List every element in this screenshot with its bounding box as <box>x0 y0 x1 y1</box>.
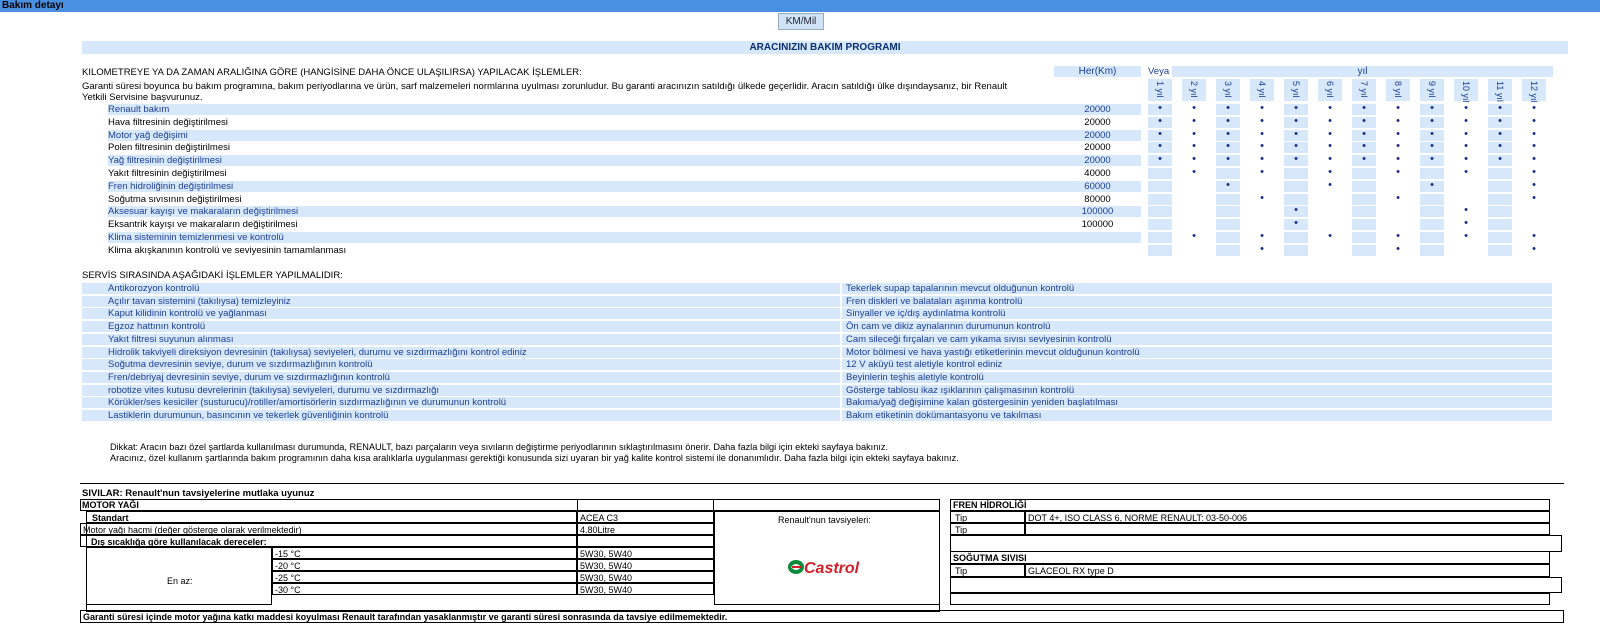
grade-value: 5W30, 5W40 <box>580 573 633 583</box>
year-header-label: 11 yıl <box>1495 81 1505 102</box>
brake-title: FREN HİDROLİĞİ <box>953 500 1027 510</box>
schedule-dot: • <box>1420 130 1444 141</box>
schedule-cell <box>1148 232 1172 243</box>
schedule-dot: • <box>1284 130 1308 141</box>
year-header <box>1522 79 1546 101</box>
schedule-dot: • <box>1260 191 1264 204</box>
schedule-dot: • <box>1396 242 1400 255</box>
schedule-cell <box>1148 245 1172 256</box>
schedule-dot: • <box>1284 117 1308 128</box>
min-label: En az: <box>167 576 193 586</box>
schedule-cell <box>1420 219 1444 230</box>
schedule-dot: • <box>1532 191 1536 204</box>
grade-cell <box>577 547 714 559</box>
schedule-cell <box>1352 219 1376 230</box>
schedule-cell <box>1488 181 1512 192</box>
oil-title: MOTOR YAĞI <box>82 500 139 510</box>
schedule-cell <box>1216 206 1240 217</box>
schedule-dot: • <box>1396 166 1400 178</box>
schedule-cell <box>1216 168 1240 179</box>
schedule-dot: • <box>1464 230 1468 242</box>
schedule-cell <box>1148 168 1172 179</box>
schedule-dot: • <box>1192 140 1196 153</box>
standard-label: Standart <box>92 513 129 523</box>
schedule-dot: • <box>1148 142 1172 153</box>
schedule-dot: • <box>1148 155 1172 166</box>
schedule-dot: • <box>1148 104 1172 115</box>
schedule-cell <box>1420 168 1444 179</box>
schedule-dot: • <box>1260 230 1264 242</box>
attention-note-1: Dikkat: Aracın bazı özel şartlarda kullanılması durumunda, RENAULT, bazı parçaların veya sıvıların değiştirme periyodlarının sıklaştırılmasını önerir. Daha fazla bilgi için ekteki sayfaya bakınız. <box>110 442 889 452</box>
schedule-cell <box>1386 219 1410 230</box>
schedule-dot: • <box>1352 104 1376 115</box>
castrol-logo <box>787 557 867 577</box>
schedule-dot: • <box>1396 153 1400 166</box>
fluids-title: SIVILAR: Renault'nun tavsiyelerine mutlaka uyunuz <box>82 488 315 499</box>
maintenance-km: 100000 <box>1081 219 1114 231</box>
service-item-left: Antikorozyon kontrolü <box>82 283 840 294</box>
service-item-right: Fren diskleri ve balataları aşınma kontrolü <box>842 296 1552 307</box>
year-header <box>1216 79 1240 101</box>
schedule-dot: • <box>1328 140 1332 153</box>
coolant-title: SOĞUTMA SIVISI <box>953 553 1027 563</box>
schedule-dot: • <box>1532 140 1536 153</box>
schedule-dot: • <box>1396 127 1400 140</box>
recommend-label: Renault'nun tavsiyeleri: <box>778 515 871 525</box>
brake-spacer <box>950 535 1562 552</box>
schedule-cell <box>1318 219 1342 230</box>
year-header <box>1148 79 1172 101</box>
schedule-dot: • <box>1192 166 1196 178</box>
schedule-dot: • <box>1260 102 1264 114</box>
maintenance-km: 60000 <box>1084 180 1111 192</box>
grade-value: 5W30, 5W40 <box>580 561 633 571</box>
page-title: Bakım detayı <box>0 0 1600 12</box>
schedule-dot: • <box>1148 117 1172 128</box>
brake-title-row <box>950 499 1550 511</box>
year-header-label: 4 yıl <box>1257 81 1267 98</box>
brake-value: DOT 4+, ISO CLASS 6, NORME RENAULT: 03-50-006 <box>1028 513 1247 523</box>
attention-note <box>110 442 959 464</box>
schedule-cell <box>1386 206 1410 217</box>
schedule-dot: • <box>1284 104 1308 115</box>
oil-title-row <box>80 499 940 511</box>
volume-value-cell <box>577 523 714 535</box>
schedule-dot: • <box>1148 130 1172 141</box>
coolant-value: GLACEOL RX type D <box>1028 566 1114 576</box>
brake-tip2-cell <box>950 523 1025 535</box>
schedule-dot: • <box>1396 140 1400 153</box>
schedule-dot: • <box>1328 178 1332 191</box>
year-header-label: 6 yıl <box>1325 81 1335 98</box>
schedule-dot: • <box>1192 153 1196 166</box>
temp-label: Dış sıcaklığa göre kullanılacak dereceler: <box>91 537 267 547</box>
schedule-dot: • <box>1328 102 1332 114</box>
service-item-left: Soğutma devresinin seviye, durum ve sızdırmazlığının kontrolü <box>82 359 840 370</box>
fluids-footer-row <box>80 610 1564 623</box>
brake-tip-label: Tip <box>955 513 968 523</box>
year-header <box>1352 79 1376 101</box>
temp-value: -15 °C <box>275 549 301 559</box>
year-header-label: 9 yıl <box>1427 81 1437 98</box>
schedule-cell <box>1352 181 1376 192</box>
schedule-cell <box>1148 181 1172 192</box>
schedule-cell <box>1148 206 1172 217</box>
row-shade <box>108 104 1141 115</box>
schedule-dot: • <box>1328 230 1332 242</box>
temp-row-cell <box>577 535 714 547</box>
schedule-cell <box>1488 219 1512 230</box>
schedule-dot: • <box>1192 102 1196 114</box>
schedule-dot: • <box>1352 142 1376 153</box>
year-header <box>1250 79 1274 101</box>
schedule-cell <box>1182 245 1206 256</box>
schedule-cell <box>1420 245 1444 256</box>
schedule-dot: • <box>1328 127 1332 140</box>
schedule-dot: • <box>1260 242 1264 255</box>
maintenance-label: Yakıt filtresinin değiştirilmesi <box>108 168 227 179</box>
schedule-dot: • <box>1532 242 1536 255</box>
maintenance-km: 40000 <box>1084 168 1111 179</box>
schedule-dot: • <box>1216 117 1240 128</box>
service-item-left: robotize vites kutusu devrelerinin (takılıysa) seviyeleri, durumu ve sızdırmazlığı <box>82 385 840 396</box>
standard-row <box>86 511 577 523</box>
schedule-dot: • <box>1420 155 1444 166</box>
year-header-label: 2 yıl <box>1189 81 1199 98</box>
service-item-right: Bakıma/yağ değişimine kalan göstergesinin yeniden başlatılması <box>842 397 1552 408</box>
km-time-heading: KILOMETREYE YA DA ZAMAN ARALIĞINA GÖRE (HANGİSİNE DAHA ÖNCE ULAŞILIRSA) YAPILACAK İŞLEMLER: <box>82 67 582 78</box>
warranty-note: Garanti süresi boyunca bu bakım programına, bakım periyodlarına ve ürün, sarf malzemeleri normlarına uyulması zorunludur. Bu garanti aracınızın satıldığı ülkede geçerlidir. Aracın satıldığı ülke dışındaysanız, bir Renault Yetkili Servisine başvurunuz. <box>82 81 1008 103</box>
maintenance-km <box>1054 245 1141 256</box>
schedule-cell <box>1284 194 1308 205</box>
schedule-dot: • <box>1420 181 1444 192</box>
service-item-right: Tekerlek supap tapalarının mevcut olduğunun kontrolü <box>842 283 1552 294</box>
schedule-dot: • <box>1352 117 1376 128</box>
schedule-dot: • <box>1396 230 1400 242</box>
maintenance-label: Soğutma sıvısının değiştirilmesi <box>108 193 242 205</box>
schedule-dot: • <box>1260 153 1264 166</box>
program-title: ARACINIZIN BAKIM PROGRAMI <box>82 41 1568 54</box>
schedule-dot: • <box>1420 104 1444 115</box>
maintenance-km: 20000 <box>1084 155 1111 167</box>
schedule-dot: • <box>1464 217 1468 230</box>
service-item-right: Gösterge tablosu ikaz ışıklarının çalışmasının kontrolü <box>842 385 1552 396</box>
schedule-cell <box>1386 181 1410 192</box>
schedule-dot: • <box>1216 142 1240 153</box>
schedule-cell <box>1352 232 1376 243</box>
maintenance-row <box>82 232 1552 244</box>
schedule-dot: • <box>1532 102 1536 114</box>
year-header <box>1488 79 1512 101</box>
grade-value: 5W30, 5W40 <box>580 549 633 559</box>
schedule-cell <box>1216 194 1240 205</box>
schedule-cell <box>1250 206 1274 217</box>
schedule-dot: • <box>1328 153 1332 166</box>
schedule-dot: • <box>1464 166 1468 178</box>
maintenance-label: Polen filtresinin değiştirilmesi <box>108 142 230 154</box>
row-shade <box>108 181 1141 192</box>
service-item-right: Sinyaller ve iç/dış aydınlatma kontrolü <box>842 308 1552 319</box>
row-shade <box>108 155 1141 166</box>
km-mil-toggle-button[interactable]: KM/Mil <box>778 13 824 30</box>
schedule-dot: • <box>1260 127 1264 140</box>
temp-cell <box>272 583 577 595</box>
her-km-header: Her(Km) <box>1054 66 1141 77</box>
schedule-dot: • <box>1260 140 1264 153</box>
schedule-dot: • <box>1464 140 1468 153</box>
maintenance-label: Yağ filtresinin değiştirilmesi <box>108 155 222 167</box>
service-item-left: Lastiklerin durumunun, basıncının ve tekerlek güvenliğinin kontrolü <box>82 410 840 421</box>
service-item-left: Yakıt filtresi suyunun alınması <box>82 334 840 345</box>
schedule-cell <box>1182 219 1206 230</box>
schedule-cell <box>1284 181 1308 192</box>
schedule-dot: • <box>1488 117 1512 128</box>
brake-value-cell <box>1025 511 1550 523</box>
schedule-dot: • <box>1260 114 1264 127</box>
year-header-label: 8 yıl <box>1393 81 1403 98</box>
service-item-right: Bakım etiketinin dokümantasyonu ve takılması <box>842 410 1552 421</box>
schedule-dot: • <box>1396 102 1400 114</box>
volume-label: Motor yağı hacmi (değer gösterge olarak verilmektedir) <box>83 525 302 535</box>
schedule-cell <box>1488 168 1512 179</box>
schedule-dot: • <box>1284 142 1308 153</box>
schedule-cell <box>1216 232 1240 243</box>
schedule-cell <box>1352 194 1376 205</box>
schedule-dot: • <box>1192 114 1196 127</box>
service-item-right: Ön cam ve dikiz aynalarının durumunun kontrolü <box>842 321 1552 332</box>
castrol-logo-text: Castrol <box>804 560 860 577</box>
grade-cell <box>577 571 714 583</box>
service-item-left: Kaput kilidinin kontrolü ve yağlanması <box>82 308 840 319</box>
temp-value: -20 °C <box>275 561 301 571</box>
schedule-cell <box>1454 194 1478 205</box>
year-header <box>1318 79 1342 101</box>
maintenance-km <box>1054 232 1141 243</box>
maintenance-label: Renault bakım <box>108 104 170 115</box>
maintenance-label: Klima sisteminin temizlenmesi ve kontrolü <box>108 232 284 243</box>
coolant-tip-label: Tip <box>955 566 968 576</box>
maintenance-label: Klima akışkanının kontrolü ve seviyesinin tamamlanması <box>108 244 347 256</box>
year-header-label: 7 yıl <box>1359 81 1369 98</box>
attention-note-2: Aracınız, özel kullanım şartlarında bakım programının daha kısa aralıklarla uygulanması gerektiği konusunda sizi uyaran bir yağ kalite kontrol sistemi ile donanımlıdır. Daha fazla bilgi için ekteki sayfaya bakınız. <box>110 453 959 463</box>
maintenance-km: 20000 <box>1084 116 1111 128</box>
schedule-dot: • <box>1420 117 1444 128</box>
schedule-dot: • <box>1464 127 1468 140</box>
schedule-cell <box>1522 219 1546 230</box>
service-item-right: Beyinlerin teşhis aletiyle kontrolü <box>842 372 1552 383</box>
schedule-dot: • <box>1464 114 1468 127</box>
temp-value: -25 °C <box>275 573 301 583</box>
schedule-dot: • <box>1396 114 1400 127</box>
brake-tip2-label: Tip <box>955 525 968 535</box>
schedule-cell <box>1318 194 1342 205</box>
year-header-label: 5 yıl <box>1291 81 1301 98</box>
min-cell <box>86 547 272 605</box>
maintenance-label: Fren hidroliğinin değiştirilmesi <box>108 180 234 192</box>
service-item-right: Motor bölmesi ve hava yastığı etiketlerinin mevcut olduğunun kontrolü <box>842 347 1552 358</box>
schedule-cell <box>1420 206 1444 217</box>
coolant-value-cell <box>1025 564 1550 577</box>
maintenance-km: 20000 <box>1084 129 1111 141</box>
schedule-dot: • <box>1260 166 1264 178</box>
oil-title-cell <box>577 499 714 511</box>
schedule-dot: • <box>1464 102 1468 114</box>
fluids-footer: Garanti süresi içinde motor yağına katkı maddesi koyulması Renault tarafından yasaklanmıştır ve garanti süresi sonrasında da tavsiye edilmemektedir. <box>83 612 728 622</box>
schedule-dot: • <box>1216 181 1240 192</box>
schedule-dot: • <box>1328 114 1332 127</box>
schedule-cell <box>1488 232 1512 243</box>
maintenance-label: Motor yağ değişimi <box>108 129 188 141</box>
yil-header: yıl <box>1172 66 1553 77</box>
year-header-label: 12 yıl <box>1529 81 1539 103</box>
maintenance-row <box>82 206 1552 218</box>
schedule-dot: • <box>1216 155 1240 166</box>
temp-cell <box>272 547 577 559</box>
schedule-dot: • <box>1532 178 1536 191</box>
coolant-row2 <box>950 577 1562 593</box>
schedule-cell <box>1454 245 1478 256</box>
schedule-dot: • <box>1532 166 1536 178</box>
coolant-tip-cell <box>950 564 1025 577</box>
year-header-label: 1 yıl <box>1155 81 1165 98</box>
schedule-dot: • <box>1488 155 1512 166</box>
schedule-cell <box>1216 245 1240 256</box>
service-item-left: Egzoz hattının kontrolü <box>82 321 840 332</box>
temp-cell <box>272 559 577 571</box>
schedule-dot: • <box>1420 142 1444 153</box>
service-item-right: 12 V aküyü test aletiyle kontrol ediniz <box>842 359 1552 370</box>
schedule-cell <box>1182 181 1206 192</box>
schedule-dot: • <box>1328 166 1332 178</box>
maintenance-label: Aksesuar kayışı ve makaraların değiştirilmesi <box>108 206 299 218</box>
schedule-cell <box>1522 206 1546 217</box>
schedule-cell <box>1182 194 1206 205</box>
schedule-dot: • <box>1532 153 1536 166</box>
schedule-cell <box>1250 219 1274 230</box>
schedule-dot: • <box>1284 219 1308 230</box>
schedule-cell <box>1454 181 1478 192</box>
schedule-cell <box>1148 219 1172 230</box>
coolant-row3 <box>950 593 1550 605</box>
year-header <box>1284 79 1308 101</box>
schedule-dot: • <box>1284 155 1308 166</box>
service-item-left: Hidrolik takviyeli direksiyon devresinin (takılıysa) seviyeleri, durumu ve sızdırmazlığını kontrol ediniz <box>82 347 840 358</box>
schedule-cell <box>1318 206 1342 217</box>
schedule-dot: • <box>1192 230 1196 242</box>
grade-value: 5W30, 5W40 <box>580 585 633 595</box>
schedule-dot: • <box>1488 142 1512 153</box>
schedule-dot: • <box>1352 130 1376 141</box>
veya-label: Veya <box>1148 66 1170 77</box>
maintenance-row <box>82 178 1552 193</box>
temp-row <box>80 535 577 547</box>
year-header <box>1182 79 1206 101</box>
schedule-dot: • <box>1216 130 1240 141</box>
schedule-cell <box>1250 181 1274 192</box>
schedule-dot: • <box>1532 230 1536 242</box>
schedule-dot: • <box>1396 191 1400 204</box>
maintenance-label: Eksantrik kayışı ve makaraların değiştirilmesi <box>108 219 298 231</box>
year-header-label: 3 yıl <box>1223 81 1233 98</box>
schedule-cell <box>1284 232 1308 243</box>
maintenance-km: 20000 <box>1084 142 1111 154</box>
schedule-cell <box>1352 168 1376 179</box>
volume-row <box>80 523 577 535</box>
schedule-dot: • <box>1464 204 1468 217</box>
schedule-dot: • <box>1488 130 1512 141</box>
schedule-cell <box>1488 245 1512 256</box>
maintenance-row <box>82 191 1552 206</box>
grade-cell <box>577 583 714 595</box>
schedule-dot: • <box>1488 104 1512 115</box>
year-header <box>1386 79 1410 101</box>
maintenance-row <box>82 114 1552 129</box>
schedule-cell <box>1284 245 1308 256</box>
schedule-cell <box>1148 194 1172 205</box>
maintenance-km: 100000 <box>1081 206 1114 218</box>
schedule-dot: • <box>1532 127 1536 140</box>
schedule-cell <box>1352 245 1376 256</box>
schedule-cell <box>1182 206 1206 217</box>
service-item-right: Cam sileceği fırçaları ve cam yıkama sıvısı seviyesinin kontrolü <box>842 334 1552 345</box>
service-heading: SERVİS SIRASINDA AŞAĞIDAKİ İŞLEMLER YAPILMALIDIR: <box>82 270 343 281</box>
year-header-label: 10 yıl <box>1461 81 1471 103</box>
year-header <box>1454 79 1478 101</box>
brake-tip-cell <box>950 511 1025 523</box>
row-shade <box>108 130 1141 141</box>
standard-value: ACEA C3 <box>580 513 619 523</box>
temp-value: -30 °C <box>275 585 301 595</box>
maintenance-km: 80000 <box>1084 193 1111 205</box>
schedule-dot: • <box>1464 153 1468 166</box>
coolant-title-row <box>950 551 1550 564</box>
volume-value: 4.80Litre <box>580 525 616 535</box>
year-header <box>1420 79 1444 101</box>
schedule-dot: • <box>1192 127 1196 140</box>
schedule-dot: • <box>1216 104 1240 115</box>
schedule-dot: • <box>1352 155 1376 166</box>
schedule-dot: • <box>1532 114 1536 127</box>
maintenance-row <box>82 242 1552 257</box>
schedule-dot: • <box>1284 206 1308 217</box>
maintenance-km: 20000 <box>1084 104 1111 115</box>
schedule-cell <box>1284 168 1308 179</box>
service-item-left: Açılır tavan sistemini (takılıysa) temizleyiniz <box>82 296 840 307</box>
schedule-cell <box>1216 219 1240 230</box>
schedule-cell <box>1318 245 1342 256</box>
grade-cell <box>577 559 714 571</box>
schedule-cell <box>1420 194 1444 205</box>
schedule-cell <box>1488 206 1512 217</box>
maintenance-label: Hava filtresinin değiştirilmesi <box>108 116 228 128</box>
brake-value2-cell <box>1025 523 1550 535</box>
schedule-cell <box>1420 232 1444 243</box>
standard-value-cell <box>577 511 714 523</box>
schedule-cell <box>1352 206 1376 217</box>
temp-cell <box>272 571 577 583</box>
schedule-cell <box>1488 194 1512 205</box>
service-item-left: Fren/debriyaj devresinin seviye, durum ve sızdırmazlığının kontrolü <box>82 372 840 383</box>
service-item-left: Körükler/ses kesiciler (susturucu)/rotiller/amortisörlerin sızdırmazlığının ve durumunun kontrolü <box>82 397 840 408</box>
